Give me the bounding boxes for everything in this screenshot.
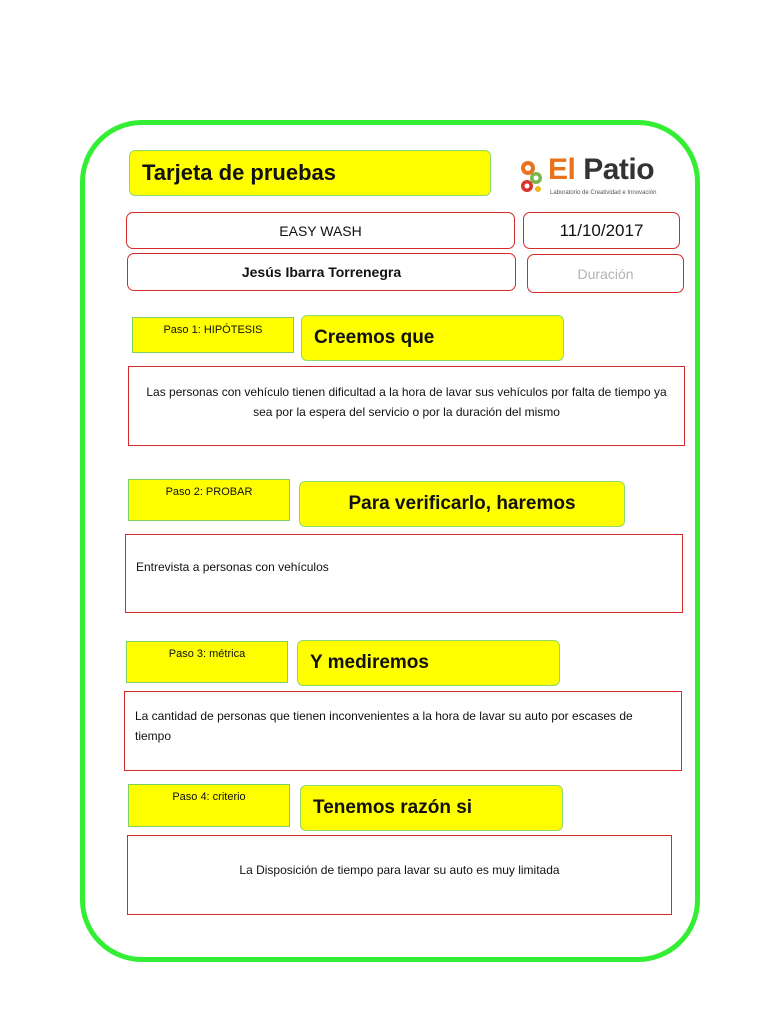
project-name: EASY WASH bbox=[279, 222, 362, 239]
step-2-content-box[interactable] bbox=[125, 534, 683, 613]
step-4-label-text: Paso 4: criterio bbox=[172, 791, 246, 803]
step-1-label bbox=[132, 317, 294, 353]
logo-wordmark-el: El bbox=[548, 153, 576, 186]
step-4-heading-text: Tenemos razón si bbox=[313, 797, 473, 818]
step-1-heading-text: Creemos que bbox=[314, 327, 435, 348]
step-4-content: La Disposición de tiempo para lavar su auto es muy limitada bbox=[239, 863, 560, 877]
step-1-heading bbox=[301, 315, 564, 361]
step-2-label bbox=[128, 479, 290, 521]
project-name-field[interactable] bbox=[126, 212, 515, 249]
gears-icon bbox=[518, 158, 546, 194]
step-3-heading-text: Y mediremos bbox=[310, 652, 429, 673]
date-value: 11/10/2017 bbox=[559, 220, 644, 240]
author-field[interactable] bbox=[127, 253, 516, 291]
logo-wordmark-patio: Patio bbox=[583, 153, 655, 186]
el-patio-logo bbox=[518, 153, 658, 200]
step-3-content: La cantidad de personas que tienen inconvenientes a la hora de lavar su auto por escases de tiempo bbox=[135, 709, 633, 743]
logo-tagline: Laboratorio de Creatividad e Innovación bbox=[550, 190, 657, 196]
date-field[interactable] bbox=[523, 212, 680, 249]
step-1-content-box[interactable] bbox=[128, 366, 685, 446]
step-1-label-text: Paso 1: HIPÓTESIS bbox=[163, 324, 263, 336]
logo-wordmark bbox=[548, 153, 654, 187]
duration-field[interactable] bbox=[527, 254, 684, 293]
step-2-content: Entrevista a personas con vehículos bbox=[136, 560, 329, 574]
card-title-text: Tarjeta de pruebas bbox=[142, 160, 336, 185]
step-4-label bbox=[128, 784, 290, 827]
step-1-content: Las personas con vehículo tienen dificultad a la hora de lavar sus vehículos por falta de tiempo ya sea por la espera del servicio o por la duración del mismo bbox=[146, 385, 667, 419]
step-2-heading bbox=[299, 481, 625, 527]
duration-placeholder: Duración bbox=[577, 265, 634, 282]
card-title bbox=[129, 150, 491, 196]
step-3-heading bbox=[297, 640, 560, 686]
step-3-label-text: Paso 3: métrica bbox=[168, 648, 246, 660]
step-2-heading-text: Para verificarlo, haremos bbox=[348, 493, 576, 514]
step-3-content-box[interactable] bbox=[124, 691, 682, 771]
step-4-heading bbox=[300, 785, 563, 831]
step-2-label-text: Paso 2: PROBAR bbox=[165, 486, 253, 498]
step-3-label bbox=[126, 641, 288, 683]
author-name: Jesús Ibarra Torrenegra bbox=[241, 264, 402, 280]
step-4-content-box[interactable] bbox=[127, 835, 672, 915]
